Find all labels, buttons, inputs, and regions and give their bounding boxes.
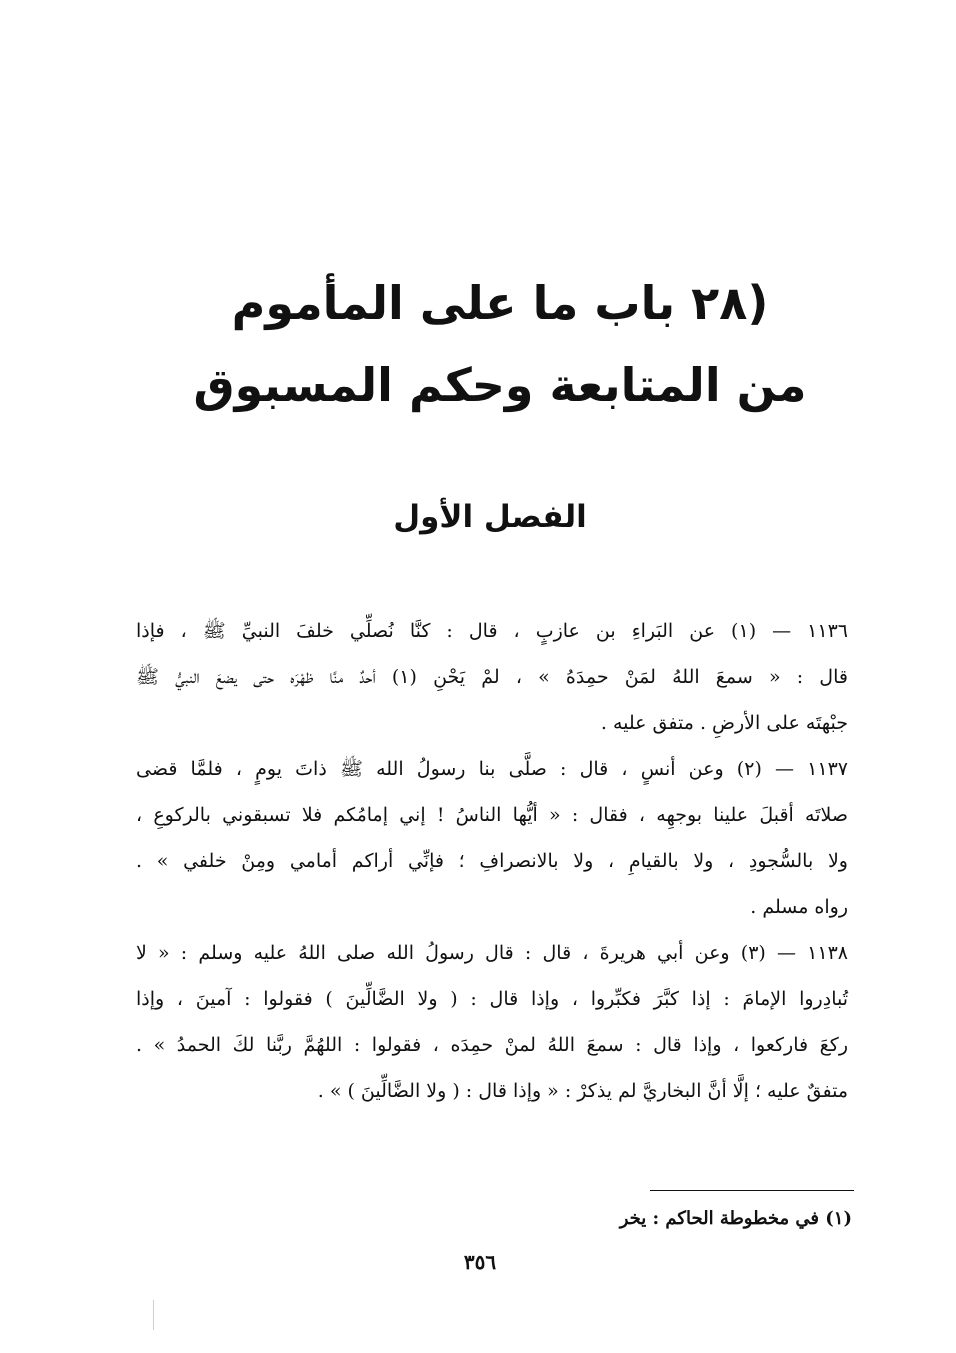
footnote-divider [650,1190,854,1191]
hadith-1137 [136,746,848,930]
page-number: ٣٥٦ [463,1250,497,1274]
hadith-line: ركعَ فاركعوا ، وإذا قال : سمعَ اللهُ لمنْ حمِدَه ، فقولوا : اللهُمَّ ربَّنا لكَ الحمدُ » . [136,1034,848,1056]
hadith-line: جبْهتَه على الأرضِ . متفق عليه . [600,712,848,734]
section-title: الفصل الأول [393,499,587,535]
hadith-line: ولا بالسُّجودِ ، ولا بالقيامِ ، ولا بالانصرافِ ؛ فإنِّي أراكم أمامي ومِنْ خلفي » . [136,850,848,872]
hadith-line: قال : « سمعَ اللهُ لمَنْ حمِدَهُ » ، لمْ يَحْنِ (١) أحدٌ منَّا ظهْرَه حتى يضعَ النبيُّ ﷺ [136,666,848,688]
chapter-title-line-1: (٢٨ باب ما على المأموم [231,276,769,330]
hadith-line: ١١٣٦ — (١) عن البَراءِ بن عازبٍ ، قال : كنَّا نُصلِّي خلفَ النبيِّ ﷺ ، فإذا [136,620,848,642]
hadith-line: رواه مسلم . [750,896,848,918]
hadith-line: متفقٌ عليه ؛ إلَّا أنَّ البخاريَّ لم يذكرْ : « وإذا قال : ( ولا الضَّالِّينَ ) » . [317,1080,848,1102]
chapter-title-line-2: من المتابعة وحكم المسبوق [193,358,807,412]
chapter-title [150,262,850,426]
hadith-line: تُبادِروا الإمامَ : إذا كبَّرَ فكبِّروا ، وإذا قال : ( ولا الضَّالِّينَ ) فقولوا : آمينَ ، وإذا [136,988,848,1010]
hadith-1138 [136,930,848,1114]
hadith-line: صلاتَه أقبلَ علينا بوجهِه ، فقال : « أيُّها الناسُ ! إني إمامُكم فلا تسبقوني بالركوعِ ، [136,804,848,826]
scan-mark [153,1300,154,1330]
hadith-line: ١١٣٧ — (٢) وعن أنسٍ ، قال : صلَّى بنا رسولُ الله ﷺ ذاتَ يومٍ ، فلمَّا قضى [136,758,848,780]
hadith-1136 [136,608,848,746]
hadith-line: ١١٣٨ — (٣) وعن أبي هريرةَ ، قال : قال رسولُ الله صلى اللهُ عليه وسلم : « لا [136,942,848,964]
footnote: (١) في مخطوطة الحاكم : يخر [619,1208,852,1229]
hadith-body [136,608,848,1114]
